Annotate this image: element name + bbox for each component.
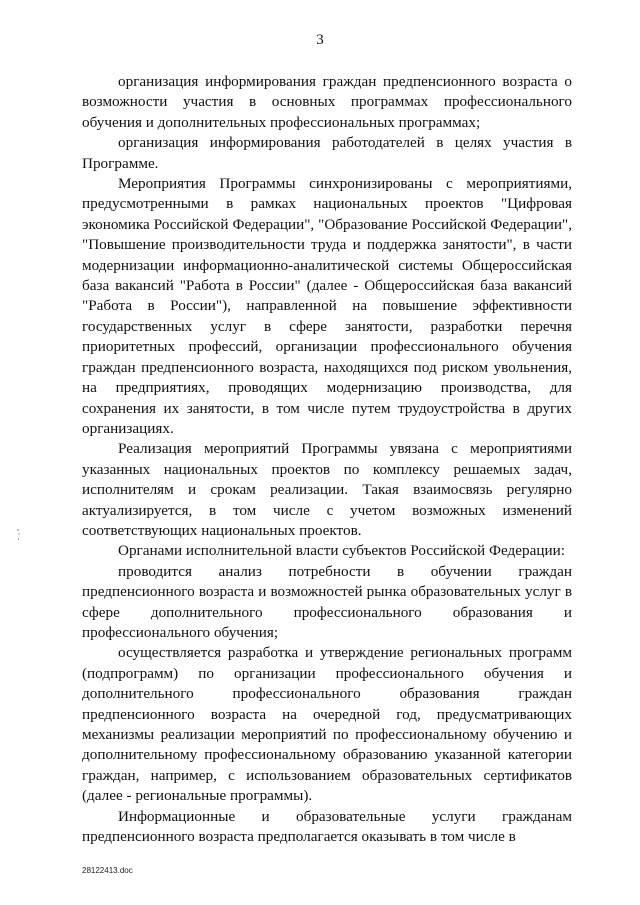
paragraph-1: организация информирования граждан предпенсионного возраста о возможности участия в основных программах профессионального обучения и дополнительных профессиональных программах; — [82, 73, 572, 131]
paragraph-3: Мероприятия Программы синхронизированы с мероприятиями, предусмотренными в рамках национальных проектов "Цифровая экономика Российской Федерации", "Образование Российской Федерации", "Повышение производительности труда и поддержка занятости", в части модернизации информационно-аналитической системы Общероссийская база вакансий "Работа в России" (далее - Общероссийская база вакансий "Работа в России"), направленной на повышение эффективности государственных услуг в сфере занятости, разработки перечня приоритетных профессий, организации профессионального обучения граждан предпенсионного возраста, находящихся под риском увольнения, на предприятиях, проводящих модернизацию производства, для сохранения их занятости, в том числе путем трудоустройства в других организациях. — [82, 175, 572, 437]
scan-artifact — [16, 528, 22, 542]
footer-filename: 28122413.doc — [82, 866, 133, 875]
paragraph-2: организация информирования работодателей в целях участия в Программе. — [82, 134, 572, 172]
document-body — [82, 72, 572, 847]
paragraph-4: Реализация мероприятий Программы увязана с мероприятиями указанных национальных проектов по комплексу решаемых задач, исполнителям и срокам реализации. Такая взаимосвязь регулярно актуализируется, в том числе с учетом возможных изменений соответствующих национальных проектов. — [82, 440, 572, 539]
page-number: 3 — [316, 32, 324, 48]
paragraph-8: Информационные и образовательные услуги гражданам предпенсионного возраста предполагается оказывать в том числе в — [82, 807, 572, 846]
paragraph-7: осуществляется разработка и утверждение региональных программ (подпрограмм) по организации профессионального обучения и дополнительного профессионального образования граждан предпенсионного возраста на очередной год, предусматривающих механизмы реализации мероприятий по профессиональному обучению и дополнительному профессиональному образованию указанной категории граждан, например, с использованием образовательных сертификатов (далее - региональные программы). — [82, 644, 572, 805]
paragraph-5: Органами исполнительной власти субъектов Российской Федерации: — [118, 542, 565, 560]
paragraph-6: проводится анализ потребности в обучении граждан предпенсионного возраста и возможностей рынка образовательных услуг в сфере дополнительного профессионального образования и профессионального обучения; — [82, 562, 572, 641]
